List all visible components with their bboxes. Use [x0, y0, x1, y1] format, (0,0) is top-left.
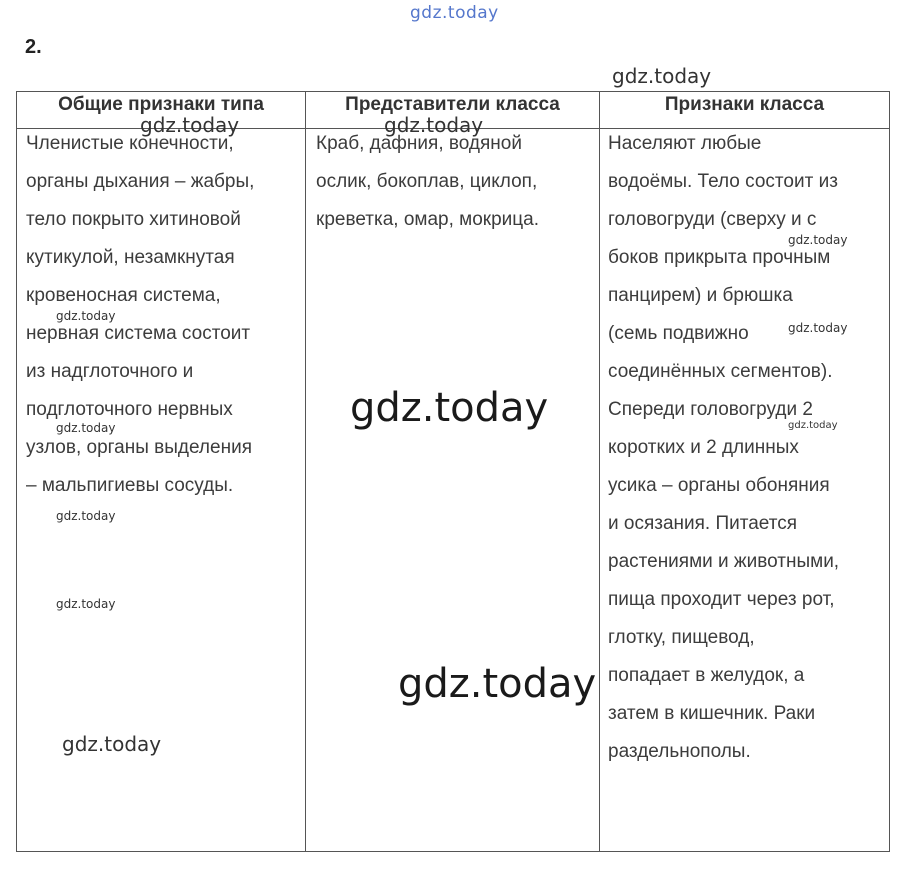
column-divider-2: [599, 91, 600, 852]
text-line: пища проходит через рот,: [608, 589, 835, 610]
watermark: gdz.today: [56, 509, 116, 523]
text-line: и осязания. Питается: [608, 513, 798, 534]
text-line: Спереди головогруди 2: [608, 399, 813, 420]
watermark: gdz.today: [788, 321, 848, 335]
text-line: соединённых сегментов).: [608, 361, 833, 382]
text-line: глотку, пищевод,: [608, 627, 755, 648]
task-number: 2.: [25, 36, 42, 58]
text-line: затем в кишечник. Раки: [608, 703, 816, 724]
text-line: подглоточного нервных: [26, 399, 233, 420]
text-line: раздельнополы.: [608, 741, 751, 762]
watermark: gdz.today: [56, 597, 116, 611]
text-line: боков прикрыта прочным: [608, 247, 831, 268]
text-line: Краб, дафния, водяной: [316, 133, 522, 154]
text-line: креветка, омар, мокрица.: [316, 209, 539, 230]
text-line: панцирем) и брюшка: [608, 285, 793, 306]
text-line: растениями и животными,: [608, 551, 840, 572]
text-line: из надглоточного и: [26, 361, 194, 382]
text-line: Членистые конечности,: [26, 133, 234, 154]
text-line: Населяют любые: [608, 133, 762, 154]
watermark: gdz.today: [62, 732, 162, 756]
class-features-text: [608, 125, 839, 771]
column-divider-1: [305, 91, 306, 852]
text-line: головогруди (сверху и с: [608, 209, 817, 230]
watermark: gdz.today: [788, 420, 838, 431]
watermark: gdz.today: [612, 64, 712, 88]
table-border-left: [16, 91, 17, 852]
watermark: gdz.today: [350, 385, 549, 431]
text-line: кутикулой, незамкнутая: [26, 247, 235, 268]
watermark: gdz.today: [398, 661, 597, 707]
text-line: узлов, органы выделения: [26, 437, 252, 458]
watermark: gdz.today: [788, 233, 848, 247]
header-class-representatives: Представители класса: [345, 94, 560, 115]
header-watermark: gdz.today: [410, 3, 499, 23]
text-line: органы дыхания – жабры,: [26, 171, 255, 192]
watermark: gdz.today: [56, 309, 116, 323]
watermark: gdz.today: [384, 113, 484, 137]
class-representatives-text: [316, 125, 539, 239]
text-line: водоёмы. Тело состоит из: [608, 171, 838, 192]
text-line: ослик, бокоплав, циклоп,: [316, 171, 538, 192]
text-line: коротких и 2 длинных: [608, 437, 799, 458]
text-line: усика – органы обоняния: [608, 475, 830, 496]
text-line: (семь подвижно: [608, 323, 749, 344]
watermark: gdz.today: [140, 113, 240, 137]
text-line: – мальпигиевы сосуды.: [26, 475, 234, 496]
header-class-features: Признаки класса: [664, 94, 825, 115]
text-line: тело покрыто хитиновой: [26, 209, 241, 230]
header-type-features: Общие признаки типа: [58, 94, 264, 115]
watermark: gdz.today: [56, 421, 116, 435]
text-line: нервная система состоит: [26, 323, 251, 344]
table-border-right: [889, 91, 890, 852]
text-line: попадает в желудок, а: [608, 665, 805, 686]
text-line: кровеносная система,: [26, 285, 221, 306]
